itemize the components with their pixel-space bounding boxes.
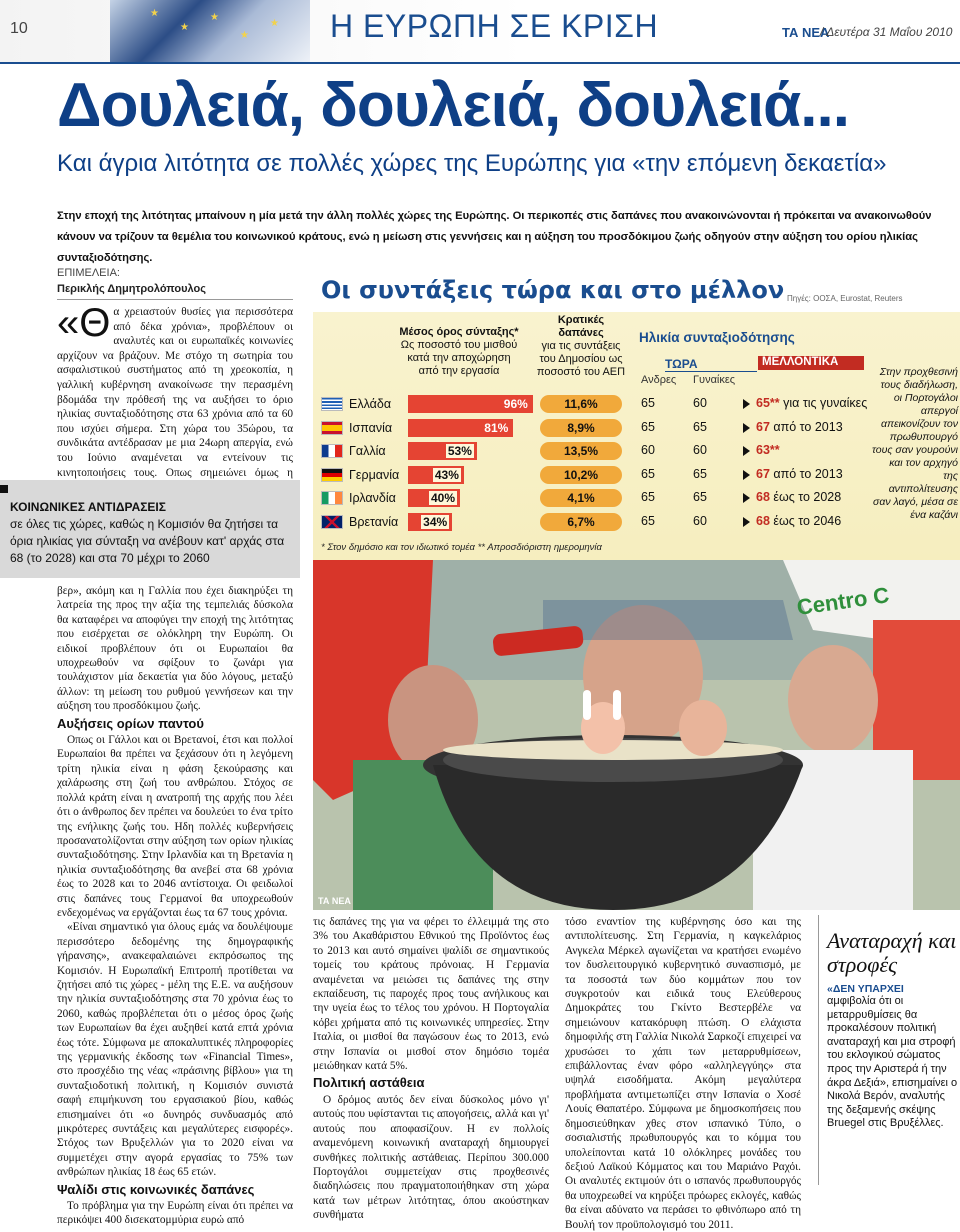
flag-es-icon xyxy=(321,421,343,435)
now-header: ΤΩΡΑ xyxy=(665,357,757,372)
future-age-note: από το 2013 xyxy=(769,419,843,434)
photo-credit: ΤΑ ΝΕΑ xyxy=(318,896,351,906)
men-header: Ανδρες xyxy=(641,374,677,386)
flag-gr-icon xyxy=(321,397,343,411)
pension-bar xyxy=(408,419,513,437)
banner-text: Centro C xyxy=(795,582,891,620)
chart-title: Οι συντάξεις τώρα και στο μέλλον xyxy=(321,276,785,304)
intro-text: α χρειαστούν θυσίες για περισσότερα από δέκα χρόνια», προβλέπουν οι αναλυτές και οι ευρωπαϊκές κοινωνίες αρχίζουν να βράζουν. Με στόχο τη σωτηρία του ασφαλιστικού συστήματος από τη χρεοκοπία, η γαλλική κυβέρνηση ανακοίνωσε την περασμένη βδομάδα την πρόθεσή της να αυξήσει το όριο ηλικίας συνταξιοδότησης στα 63 χρόνια από τα 60 που ισχύει σήμερα. Στη χώρα του 35ώρου, τα συνδικάτα αντέδρασαν με μια 24ωρη απεργία, ενώ του Ιούνιο αναμένεται να εντείνουν τις κινητοποιήσεις τους. Οπως σημειώνει όμως η xyxy=(57,306,293,479)
eu-flag-photo xyxy=(110,0,310,62)
chart-footnote: * Στον δημόσιο και τον ιδιωτικό τομέα ** Απροσδιόριστη ημερομηνία xyxy=(321,542,602,553)
paper-date: / Δευτέρα 31 Μαΐου 2010 xyxy=(820,25,953,39)
spend-value: 13,5% xyxy=(540,442,622,460)
pension-column-header xyxy=(399,326,519,378)
chart-source: Πηγές: ΟΟΣΑ, Eurostat, Reuters xyxy=(787,294,903,303)
age-men: 65 xyxy=(641,466,655,481)
age-column-title: Ηλικία συνταξιοδότησης xyxy=(639,330,795,345)
arrow-right-icon xyxy=(743,470,750,480)
pension-bar xyxy=(408,395,533,413)
spend-value: 6,7% xyxy=(540,513,622,531)
country-name: Γαλλία xyxy=(349,444,386,458)
future-age-value: 63** xyxy=(756,443,780,457)
country-name: Γερμανία xyxy=(349,467,400,482)
future-age-value: 68 xyxy=(756,513,770,528)
spend-value: 11,6% xyxy=(540,395,622,413)
sidebar-text: αμφιβολία ότι οι μεταρρυθμίσεις θα προκαλέσουν πολιτική αναταραχή και μια στροφή του εκλογικού σώματος προς την Αριστερά ή την άκρα Δεξιά», επισημαίνει ο Νικολά Βερόν, αναλυτής της δεξαμενής σκέψης Bruegel στις Βρυξέλλες. xyxy=(827,995,958,1130)
future-age xyxy=(756,514,841,528)
credit-name: Περικλής Δημητρολόπουλος xyxy=(57,283,206,295)
body-column-1 xyxy=(57,584,293,1228)
divider xyxy=(57,299,293,300)
sidebar-title: Αναταραχή και στροφές xyxy=(827,928,957,977)
paragraph: Το πρόβλημα για την Ευρώπη είναι ότι πρέπει να περικόψει 400 δισεκατομμύρια ευρώ από xyxy=(57,1200,293,1227)
age-women: 60 xyxy=(693,396,707,410)
paragraph: τις δαπάνες της για να φέρει το έλλειμμά της στο 3% του Ακαθάριστου Εθνικού της Προϊόντος έως το 2013 και αυτό σημαίνει ψαλίδι σε σημαντικούς τομείς του κράτους πρόνοιας. Η Γερμανία αναμένεται να μειώσει τις δαπάνες της στην εκπαίδευση, τις παροχές προς τους ανήλικους και την υγεία έως το τέλος του χρόνου. Η Πορτογαλία κόβει χρήματα από τις κοινωνικές υπηρεσίες. Στην Ιταλία, οι μισθοί θα παγώσουν έως το 2013, ενώ στην Ισπανία οι μισθοί στον δημόσιο τομέα μειώθηκαν κατά 5%. xyxy=(313,916,549,1073)
photo-caption: Στην προχθεσινή τους διαδήλωση, οι Πορτογάλοι απεργοί απεικονίζουν τον πρωθυπουργό τους σαν γουρούνι και τον αρχηγό της αντιπολίτευσης σαν λαγό, μέσα σε ένα καζάνι xyxy=(872,366,958,521)
arrow-right-icon xyxy=(743,493,750,503)
future-age xyxy=(756,467,843,481)
eu-star-icon: ★ xyxy=(150,8,159,19)
future-age-note: από το 2013 xyxy=(769,466,843,481)
future-age-note: για τις γυναίκες xyxy=(779,396,868,410)
subheading: Πολιτική αστάθεια xyxy=(313,1075,425,1091)
arrow-right-icon xyxy=(743,423,750,433)
arrow-right-icon xyxy=(743,446,750,456)
pension-value: 53% xyxy=(447,444,472,458)
flag-de-icon xyxy=(321,468,343,482)
spend-value: 10,2% xyxy=(540,466,622,484)
lede: Στην εποχή της λιτότητας μπαίνουν η μία μετά την άλλη πολλές χώρες της Ευρώπης. Οι περικοπές στις δαπάνες που ανακοινώνονται ή πρόκειται να ανακοινωθούν κάνουν να τρίζουν τα θεμέλια του κοινωνικού κράτους, ενώ η μείωση στις γεννήσεις και η αύξηση του προσδόκιμου ζωής οδηγούν στην αύξηση του ορίου ηλικίας συνταξιοδότησης. xyxy=(57,210,932,264)
eu-star-icon: ★ xyxy=(210,12,219,23)
flag-fr-icon xyxy=(321,444,343,458)
eu-star-icon: ★ xyxy=(180,22,189,33)
header-rule xyxy=(0,62,960,64)
chart-body xyxy=(313,312,960,560)
future-age xyxy=(756,443,780,457)
age-men: 65 xyxy=(641,419,655,434)
body-column-3 xyxy=(565,915,801,1232)
spend-column-header xyxy=(535,314,627,379)
pension-bar xyxy=(408,513,452,531)
subheading: Ψαλίδι στις κοινωνικές δαπάνες xyxy=(57,1181,255,1197)
subheadline: Και άγρια λιτότητα σε πολλές χώρες της Ευρώπης για «την επόμενη δεκαετία» xyxy=(57,150,887,177)
arrow-right-icon xyxy=(743,399,750,409)
reactions-text: σε όλες τις χώρες, καθώς η Κομισιόν θα ζητήσει τα όρια ηλικίας για σύνταξη να ανέβουν κατ' αρχάς στα 68 (το 2028) και στα 70 μέχρι το 2060 xyxy=(10,517,285,565)
reactions-box xyxy=(0,480,300,578)
protest-photo xyxy=(313,560,960,910)
age-women: 60 xyxy=(693,513,707,528)
future-age-value: 65** xyxy=(756,396,780,410)
age-women: 65 xyxy=(693,490,707,504)
age-women: 60 xyxy=(693,443,707,457)
paragraph: τόσο εναντίον της κυβέρνησης όσο και της αντιπολίτευσης. Στη Γερμανία, η καγκελάριος Ανγκελα Μέρκελ αγωνίζεται να κρατήσει ενωμένο τον δυσλειτουργικό κυβερνητικό συνασπισμό, με τα ποσοστά των δύο κομμάτων που τον συγκροτούν και ειδικά τους Ελεύθερους Δημοκράτες του Γκίντο Βεστερβέλε να σημειώνουν κατακόρυφη πτώση. Ο ελάχιστα δημοφιλής στη Γαλλία Νικολά Σαρκοζί επιχειρεί να χρυσώσει το χάπι των μεταρρυθμίσεων, επιβάλλοντας έναν φόρο «αλληλεγγύης» στα υψηλά εισοδήματα. Ακόμη μεγαλύτερα προβλήματα αντιμετωπίζει στην Ισπανία ο Χοσέ Λουίς Θαπατέρο. Σύμφωνα με δημοσκοπήσεις που δημοσιεύθηκαν χθες στον ισπανικό Τύπο, ο σοσιαλιστής πρωθυπουργός και το κόμμα του υπολείπονται κατά 10 ολόκληρες μονάδες του δεξιού Λαϊκού Κόμματος και του Μαριάνο Ραχόι. Οι αναλυτές εκτιμούν ότι ο ισπανός πρωθυπουργός θα υποχρεωθεί να κηρύξει πρόωρες εκλογές, καθώς θα είναι αδύνατο να περάσει το φθινόπωρο από τη Βουλή τον προϋπολογισμό του 2011. xyxy=(565,916,801,1231)
pension-column-subtitle: Ως ποσοστό του μισθού κατά την αποχώρηση από την εργασία xyxy=(400,339,518,377)
eu-star-icon: ★ xyxy=(270,18,279,29)
pension-bar xyxy=(408,489,460,507)
square-bullet-icon xyxy=(0,485,8,493)
credit-label: ΕΠΙΜΕΛΕΙΑ: xyxy=(57,267,120,279)
future-age-note: έως το 2028 xyxy=(769,490,842,504)
pension-value: 34% xyxy=(423,514,448,529)
spend-value: 8,9% xyxy=(540,419,622,437)
country-label xyxy=(321,513,398,531)
country-label xyxy=(321,489,396,507)
paragraph: «Είναι σημαντικό για όλους εμάς να δουλέψουμε περισσότερο δεδομένης της δημογραφικής γήρανσης», ανακεφαλαιώνει εκπρόσωπος της Κομισιόν. Η Ευρωπαϊκή Επιτροπή προτίθεται να ζητήσει από τις χώρες - μέλη της Ε.Ε. να αυξήσουν την ηλικία συνταξιοδότησης στα 70 χρόνια έως το 2060, καθώς προβλέπεται ότι ο μέσος όρος ζωής των Ευρωπαίων θα έχει αυξηθεί κατά επτά χρόνια έως τότε. Σύμφωνα με αποκαλυπτικές πληροφορίες της γερμανικής έκδοσης των «Financial Times», στο προσχέδιο της νέας «πράσινης βίβλου» για τη συνταξιοδοτική πολιτική, η Κομισιόν συνιστά σαφή επιμήκυνση του εργασιακού βίου, καθώς επισημαίνει ότι «ο δυνηρός συνδυασμός από μικρότερες συντάξεις και μεγαλύτερες εισφορές». Στόχος των Βρυξελλών για το 2020 είναι να συμμετέχει στην αγορά εργασίας το 75% των ανθρώπων ηλικίας 18 έως 65 ετών. xyxy=(57,921,293,1179)
reactions-title: ΚΟΙΝΩΝΙΚΕΣ ΑΝΤΙΔΡΑΣΕΙΣ xyxy=(10,500,166,514)
country-label xyxy=(321,395,391,413)
subheading: Αυξήσεις ορίων παντού xyxy=(57,715,204,731)
country-name: Ισπανία xyxy=(349,420,393,435)
future-age xyxy=(756,490,841,504)
country-name: Ιρλανδία xyxy=(349,491,396,505)
paragraph: Ο δρόμος αυτός δεν είναι δύσκολος μόνο γι' αυτούς που υφίστανται τις απογοήσεις, αλλά και γι' αυτούς που αποφασίζουν. Η εν πολλοίς αναμενόμενη κοινωνική αναταραχή δημιουργεί συνθήκες πολιτικής αστάθειας. Περίπου 300.000 Πορτογάλοι συμμετείχαν στις προχθεσινές διαδηλώσεις που πραγματοποιήθηκαν στη χώρα κατά των μέτρων λιτότητας, όπου ακούστηκαν συνθήματα xyxy=(313,1093,549,1222)
paragraph: Οπως οι Γάλλοι και οι Βρετανοί, έτσι και πολλοί Ευρωπαίοι θα πρέπει να ξεχάσουν ότι η λεγόμενη τρίτη ηλικία είναι η φάση ξεκούρασης και χαλάρωσης στη ζωή του ανθρώπου. Στόχος σε πολλά κράτη είναι η ανατροπή της αρχής που λέει ότι ο άνθρωπος δεν πρέπει να δουλεύει το ένα τρίτο της ενήλικης ζωής του. Ηδη πολλές κυβερνήσεις προσανατολίζονται στην αύξηση των ορίων ηλικίας συνταξιοδότησης. Στην Ιρλανδία και τη Βρετανία η ηλικία συνταξιοδότησης θα ανεβεί στα 68 χρόνια έως το 2028 και το 2046 αντίστοιχα. Οι φειδωλοί στις δαπάνες τους Γερμανοί θα υποχρεωθούν ενδεχομένως να εργάζονται έως τα 67 τους χρόνια. xyxy=(57,734,293,919)
age-men: 65 xyxy=(641,513,655,528)
headline: Δουλειά, δουλειά, δουλειά... xyxy=(57,71,849,140)
sidebar-lead: «ΔΕΝ ΥΠΑΡΧΕΙ xyxy=(827,983,904,995)
pension-value: 96% xyxy=(503,397,528,411)
pension-value: 81% xyxy=(484,420,509,435)
country-label xyxy=(321,466,399,484)
country-name: Βρετανία xyxy=(349,514,399,529)
future-header: ΜΕΛΛΟΝΤΙΚΑ xyxy=(758,356,864,370)
spend-column-title: Κρατικές δαπάνες xyxy=(557,314,605,339)
spend-value: 4,1% xyxy=(540,489,622,507)
pension-bar xyxy=(408,442,477,460)
arrow-right-icon xyxy=(743,517,750,527)
page-header xyxy=(0,0,960,62)
paper-name: ΤΑ ΝΕΑ xyxy=(782,25,830,40)
pension-value: 43% xyxy=(434,467,459,482)
age-women: 65 xyxy=(693,466,707,481)
dropcap: «Θ xyxy=(57,301,111,345)
protest-photo-illustration xyxy=(313,560,960,910)
pension-value: 40% xyxy=(430,491,455,505)
pension-bar xyxy=(408,466,464,484)
eu-star-icon: ★ xyxy=(240,30,249,41)
page-number: 10 xyxy=(10,20,28,37)
age-men: 60 xyxy=(641,443,655,457)
future-age-value: 67 xyxy=(756,419,770,434)
paragraph: βερ», ακόμη και η Γαλλία που έχει διακηρύξει τη λατρεία της προς την αξία της τεμπελιάς δύσκολα θα καταφέρει να αποφύγει την εποχή της λιτότητας που εισέρχεται σε ολόκληρη την Ευρώπη. Οι ειδικοί προβλέπουν ότι οι Ευρωπαίοι θα υποχρεωθούν να σφίξουν το ζωνάρι για τουλάχιστον μία δεκαετία για δύο λόγους, μεταξύ άλλων: τη μείωση του ρυθμού γεννήσεων και την αύξηση του προσδόκιμου ζωής. xyxy=(57,585,293,713)
age-men: 65 xyxy=(641,396,655,410)
intro-paragraph xyxy=(57,301,293,495)
spend-column-subtitle: για τις συντάξεις του Δημοσίου ως ποσοστό του ΑΕΠ xyxy=(536,340,626,378)
flag-ie-icon xyxy=(321,491,343,505)
chart-header xyxy=(313,268,960,312)
country-label xyxy=(321,419,392,437)
pension-column-title: Μέσος όρος σύνταξης* xyxy=(399,326,519,338)
age-men: 65 xyxy=(641,490,655,504)
future-age xyxy=(756,396,867,410)
women-header: Γυναίκες xyxy=(693,374,736,386)
pensions-chart xyxy=(313,268,960,560)
body-column-2 xyxy=(313,915,549,1223)
future-age-value: 68 xyxy=(756,490,770,504)
sidebar-box xyxy=(818,915,960,1185)
country-name: Ελλάδα xyxy=(349,397,392,411)
age-women: 65 xyxy=(693,419,707,434)
section-title: Η ΕΥΡΩΠΗ ΣΕ ΚΡΙΣΗ xyxy=(330,8,659,44)
future-age-value: 67 xyxy=(756,466,770,481)
future-age xyxy=(756,420,843,434)
country-label xyxy=(321,442,386,460)
future-age-note: έως το 2046 xyxy=(769,513,842,528)
flag-uk-icon xyxy=(321,515,343,529)
